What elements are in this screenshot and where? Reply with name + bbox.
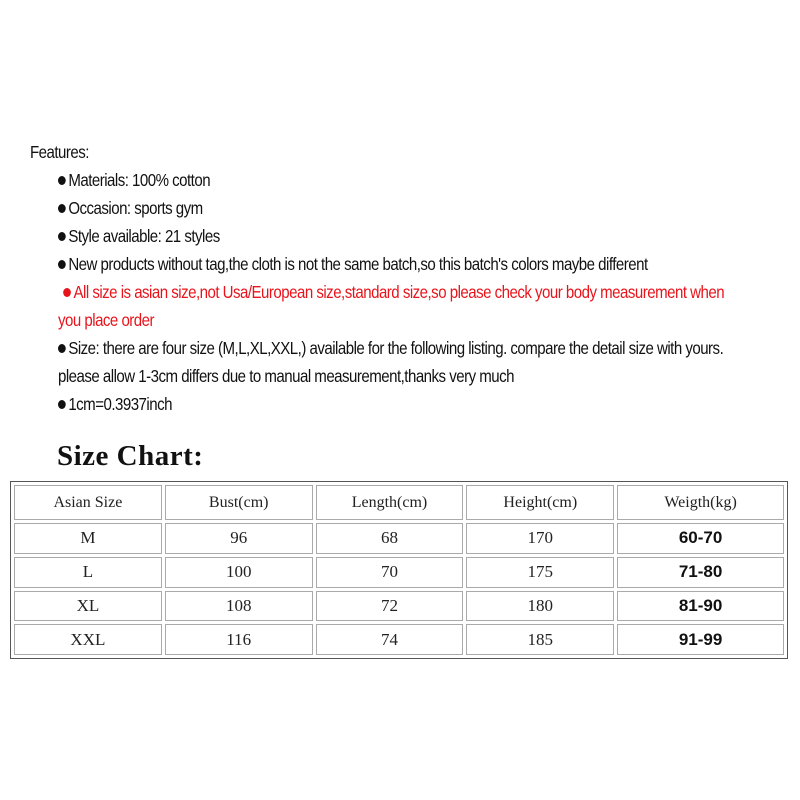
features-heading: Features: [30,142,89,162]
size-chart-table [10,481,788,659]
conversion-item: 1cm=0.3937inch [58,390,688,418]
bullet-icon [58,176,66,185]
cell-weight: 71-80 [617,557,784,588]
cell-size: L [14,557,162,588]
bullet-icon [63,288,71,297]
cell-height: 180 [466,591,614,622]
header-bust: Bust(cm) [165,485,313,520]
cell-size: M [14,523,162,554]
bullet-icon [58,400,66,409]
header-height: Height(cm) [466,485,614,520]
occasion-item: Occasion: sports gym [58,194,688,222]
cell-height: 175 [466,557,614,588]
cell-length: 72 [316,591,464,622]
cell-weight: 81-90 [617,591,784,622]
bullet-icon [58,260,66,269]
cell-bust: 116 [165,624,313,655]
cell-weight: 60-70 [617,523,784,554]
size-info-item: Size: there are four size (M,L,XL,XXL,) available for the following listing. compare the detail size with yours. [58,334,688,362]
features-section [30,138,790,418]
size-chart-title: Size Chart: [57,440,204,472]
table-header-row [14,485,784,520]
table-row [14,557,784,588]
asian-size-warning-cont: you place order [58,310,155,330]
bullet-icon [58,232,66,241]
cell-length: 74 [316,624,464,655]
table-row [14,523,784,554]
cell-size: XL [14,591,162,622]
header-asian-size: Asian Size [14,485,162,520]
cell-length: 68 [316,523,464,554]
header-length: Length(cm) [316,485,464,520]
bullet-icon [58,204,66,213]
asian-size-warning: All size is asian size,not Usa/European size,standard size,so please check your body measurement when [58,278,688,306]
cell-size: XXL [14,624,162,655]
table-row [14,624,784,655]
cell-length: 70 [316,557,464,588]
cell-weight: 91-99 [617,624,784,655]
bullet-icon [58,344,66,353]
new-products-item: New products without tag,the cloth is not the same batch,so this batch's colors maybe different [58,250,688,278]
cell-bust: 108 [165,591,313,622]
cell-bust: 100 [165,557,313,588]
materials-item: Materials: 100% cotton [58,166,688,194]
style-item: Style available: 21 styles [58,222,688,250]
table-row [14,591,784,622]
cell-height: 170 [466,523,614,554]
header-weight: Weigth(kg) [617,485,784,520]
size-info-cont: please allow 1-3cm differs due to manual measurement,thanks very much [58,366,515,386]
cell-bust: 96 [165,523,313,554]
cell-height: 185 [466,624,614,655]
